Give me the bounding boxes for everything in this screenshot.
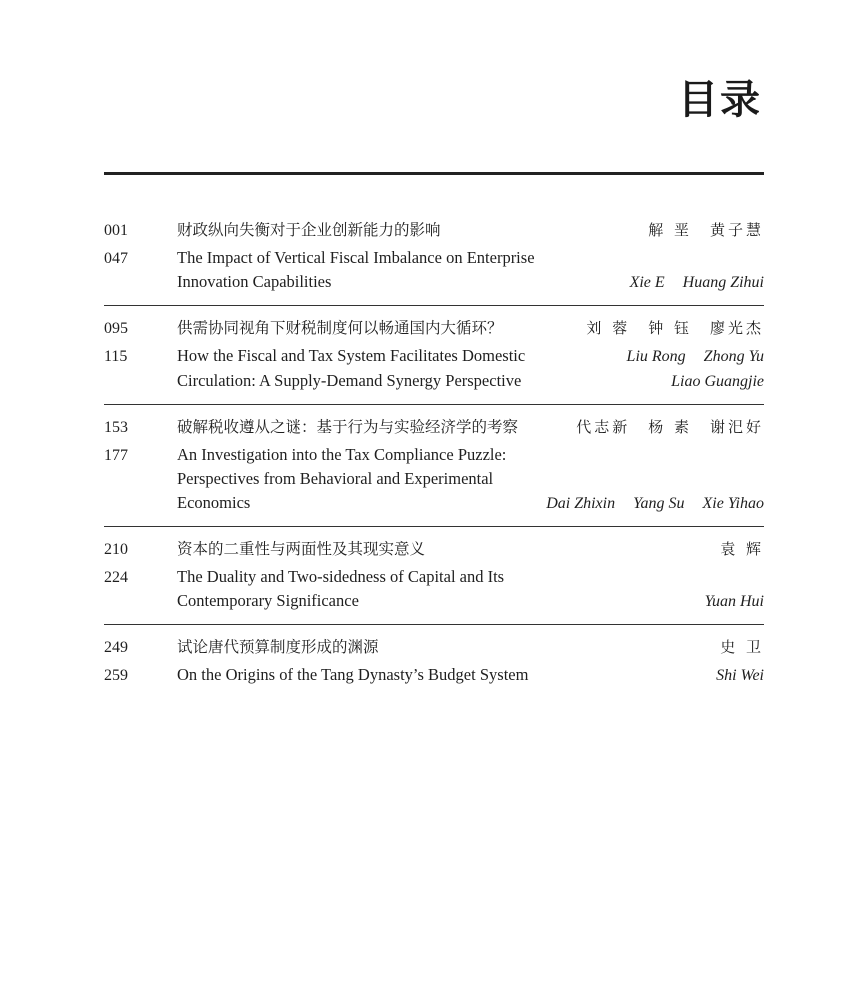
toc-entry xyxy=(104,625,764,698)
en-author: Xie Yihao xyxy=(702,495,764,512)
en-page-number[interactable]: 259 xyxy=(104,667,128,684)
zh-author: 史 卫 xyxy=(720,638,764,656)
en-title-line: An Investigation into the Tax Compliance Puzzle: xyxy=(177,445,507,464)
title-divider xyxy=(104,172,764,175)
zh-author: 刘 蓉 xyxy=(586,319,631,337)
zh-page-number[interactable]: 095 xyxy=(104,320,128,337)
zh-article-title[interactable]: 供需协同视角下财税制度何以畅通国内大循环？ xyxy=(177,319,503,337)
en-title-line: On the Origins of the Tang Dynasty’s Budget System xyxy=(177,665,529,684)
zh-authors xyxy=(702,538,764,559)
zh-page-number[interactable]: 153 xyxy=(104,419,128,436)
en-author: Xie E xyxy=(629,274,665,291)
en-author: Zhong Yu xyxy=(703,348,764,365)
toc-entry xyxy=(104,527,764,625)
en-title-line: Circulation: A Supply-Demand Synergy Perspective xyxy=(177,371,522,390)
zh-page-number[interactable]: 001 xyxy=(104,222,128,239)
zh-author: 廖光杰 xyxy=(709,319,764,337)
zh-author: 杨 素 xyxy=(648,418,692,436)
en-title-line: The Duality and Two-sidedness of Capital and Its xyxy=(177,567,505,586)
en-page-number[interactable]: 177 xyxy=(104,447,128,464)
en-page-number[interactable]: 224 xyxy=(104,569,128,586)
zh-authors xyxy=(568,317,764,338)
zh-article-title[interactable]: 财政纵向失衡对于企业创新能力的影响 xyxy=(177,221,441,239)
en-authors xyxy=(716,664,764,688)
zh-author: 谢汜好 xyxy=(709,418,764,436)
table-of-contents xyxy=(104,208,764,698)
en-author: Huang Zihui xyxy=(682,274,764,291)
en-authors xyxy=(546,492,764,516)
en-authors xyxy=(705,590,764,614)
en-author: Shi Wei xyxy=(716,667,764,684)
zh-page-number[interactable]: 210 xyxy=(104,541,128,558)
en-author: Liu Rong xyxy=(626,348,686,365)
en-title-line: Contemporary Significance xyxy=(177,591,359,610)
zh-author: 黄子慧 xyxy=(709,221,764,239)
en-authors xyxy=(627,345,764,369)
toc-entry xyxy=(104,306,764,405)
zh-article-title[interactable]: 资本的二重性与两面性及其现实意义 xyxy=(177,540,426,558)
zh-author: 代志新 xyxy=(576,418,631,436)
zh-author: 解 垩 xyxy=(648,221,692,239)
en-authors xyxy=(671,370,764,394)
zh-author: 钟 钰 xyxy=(648,319,692,337)
zh-authors xyxy=(558,416,764,437)
zh-authors xyxy=(630,219,764,240)
en-article-title[interactable] xyxy=(177,565,764,614)
en-page-number[interactable]: 047 xyxy=(104,250,128,267)
en-author: Yang Su xyxy=(633,495,685,512)
zh-author: 袁 辉 xyxy=(720,540,764,558)
toc-entry xyxy=(104,405,764,527)
en-article-title[interactable] xyxy=(177,663,764,688)
en-title-line: Economics xyxy=(177,493,251,512)
zh-article-title[interactable]: 试论唐代预算制度形成的渊源 xyxy=(177,638,379,656)
en-author: Liao Guangjie xyxy=(671,373,764,390)
en-author: Yuan Hui xyxy=(704,593,764,610)
page-title: 目录 xyxy=(678,76,762,123)
en-page-number[interactable]: 115 xyxy=(104,348,128,365)
en-article-title[interactable] xyxy=(177,443,764,516)
toc-entry xyxy=(104,208,764,306)
en-author: Dai Zhixin xyxy=(546,495,616,512)
zh-authors xyxy=(702,636,764,657)
en-article-title[interactable] xyxy=(177,246,764,295)
en-title-line: Perspectives from Behavioral and Experimental xyxy=(177,469,494,488)
zh-article-title[interactable]: 破解税收遵从之谜：基于行为与实验经济学的考察 xyxy=(177,418,519,436)
en-title-line: The Impact of Vertical Fiscal Imbalance on Enterprise xyxy=(177,248,535,267)
en-title-line: How the Fiscal and Tax System Facilitates Domestic xyxy=(177,346,526,365)
en-title-line: Innovation Capabilities xyxy=(177,272,332,291)
en-article-title[interactable] xyxy=(177,344,764,394)
zh-page-number[interactable]: 249 xyxy=(104,639,128,656)
en-authors xyxy=(630,271,764,295)
